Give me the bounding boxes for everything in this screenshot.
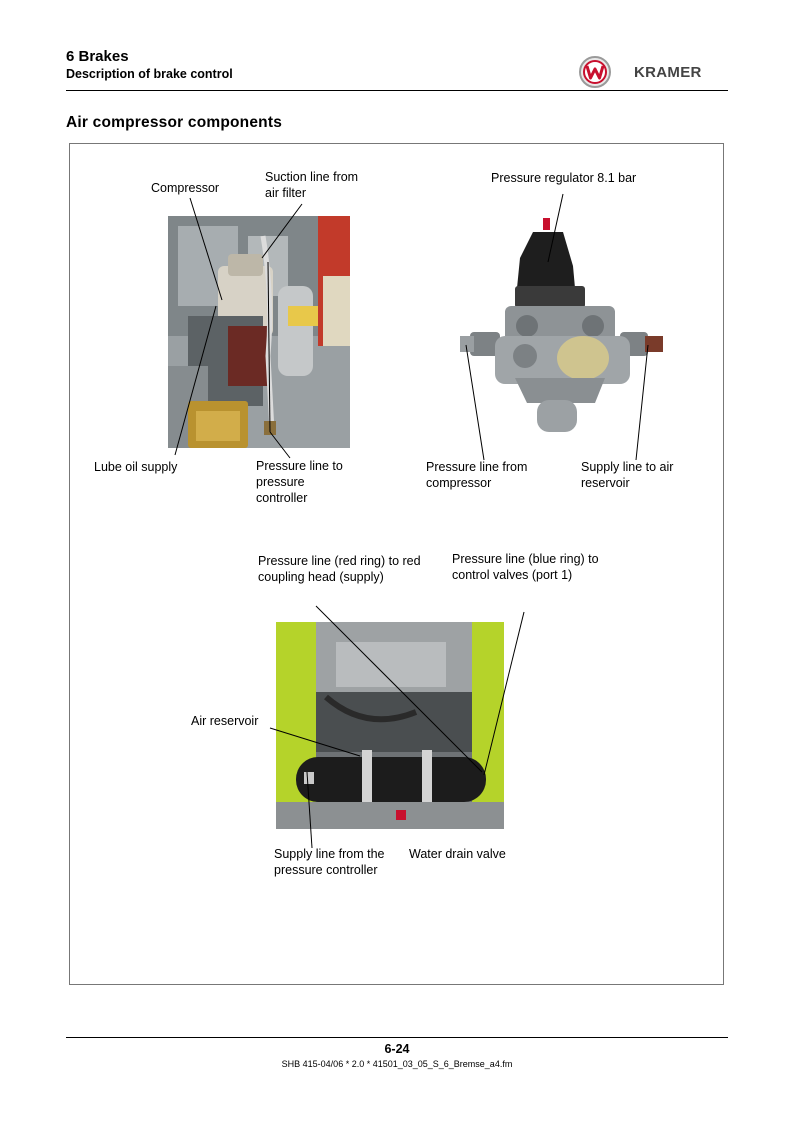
label-suction-line: Suction line from air filter — [265, 170, 359, 200]
document-reference: SHB 415-04/06 * 2.0 * 41501_03_05_S_6_Bremse_a4.fm — [281, 1059, 513, 1069]
page-number: 6-24 — [384, 1042, 410, 1056]
label-supply-line-controller: Supply line from the pressure controller — [274, 847, 385, 877]
leader-from-compressor — [466, 345, 484, 460]
label-pressure-regulator: Pressure regulator 8.1 bar — [491, 171, 637, 185]
chapter-heading: 6 Brakes — [66, 48, 129, 65]
leader-pressure-line-2 — [270, 432, 290, 458]
leader-blue-ring — [484, 612, 524, 775]
label-supply-line-reservoir: Supply line to air reservoir — [581, 460, 674, 490]
footer-divider — [66, 1037, 728, 1038]
leader-air-reservoir — [270, 728, 360, 756]
label-lube-oil-supply: Lube oil supply — [94, 460, 178, 474]
label-water-drain-valve: Water drain valve — [409, 847, 506, 861]
leader-suction-line — [262, 204, 302, 258]
leader-red-ring — [316, 606, 482, 772]
label-compressor: Compressor — [151, 181, 220, 195]
chapter-subtitle: Description of brake control — [66, 67, 233, 81]
leader-pressure-line-1 — [268, 262, 270, 432]
label-pressure-line-from-compressor: Pressure line from compressor — [426, 460, 528, 490]
label-blue-ring-line: Pressure line (blue ring) to control valves (port 1) — [452, 552, 599, 582]
leader-regulator — [548, 194, 563, 262]
leader-lube-oil — [175, 306, 216, 455]
brand-name: KRAMER — [634, 64, 702, 81]
label-red-ring-line: Pressure line (red ring) to red coupling head (supply) — [258, 554, 421, 584]
label-pressure-line-controller: Pressure line to pressure controller — [256, 459, 343, 505]
leader-supply-controller — [307, 772, 312, 848]
section-title: Air compressor components — [66, 114, 283, 131]
leader-compressor — [190, 198, 222, 300]
label-air-reservoir: Air reservoir — [191, 714, 259, 728]
leader-supply-reservoir — [636, 345, 648, 460]
